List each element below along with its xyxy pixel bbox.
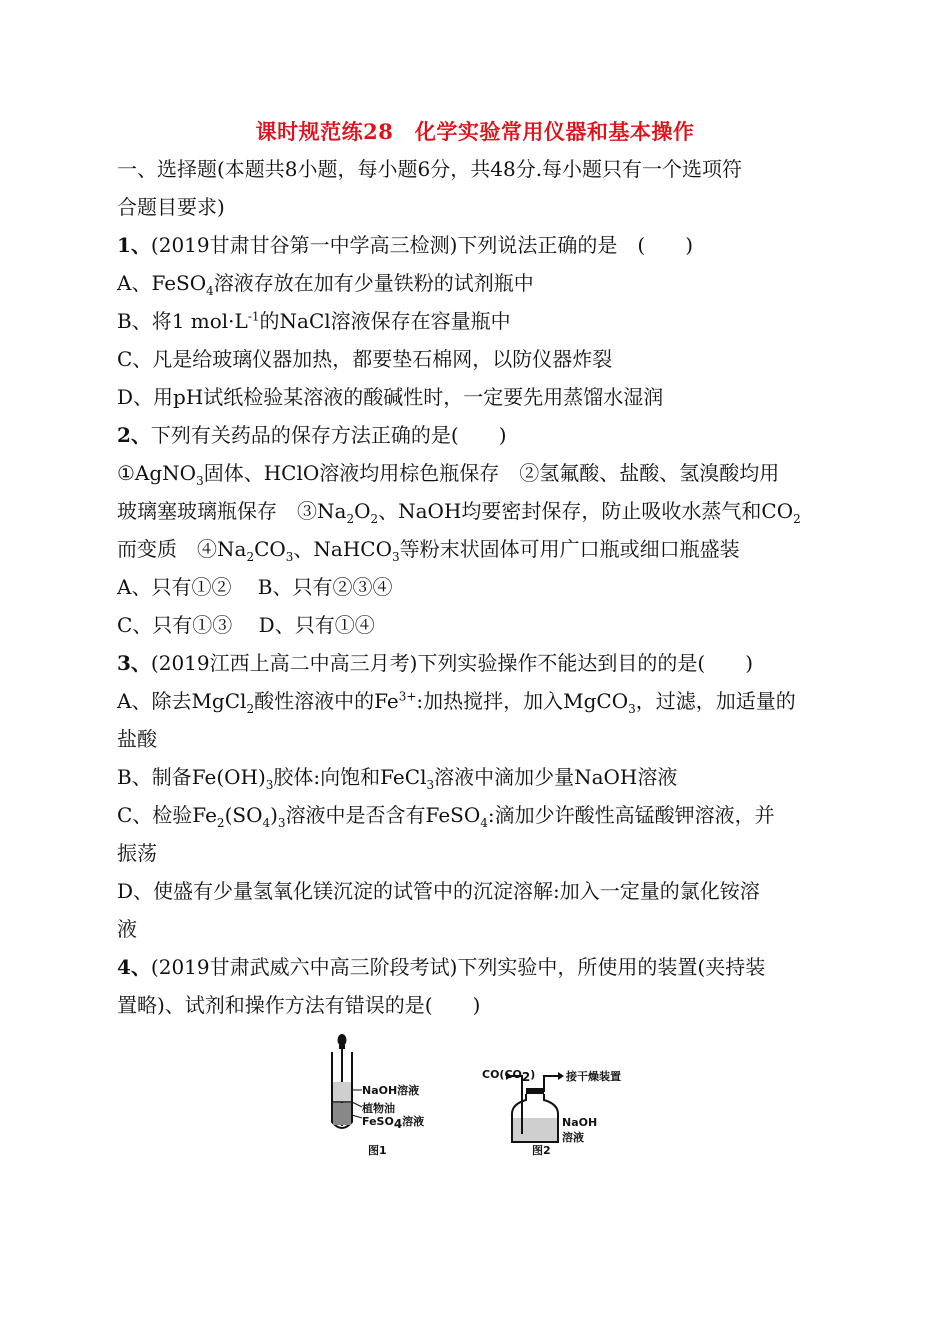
- leader-line: [352, 1115, 362, 1118]
- q2-options-cd: C、只有①③ D、只有①④: [117, 613, 375, 637]
- q2-statement-line2: 玻璃塞玻璃瓶保存 $③Na_2O_2$、NaOH均要密封保存，防止吸收水蒸气和$CO_2$: [117, 499, 801, 526]
- dropper-collar: [339, 1045, 345, 1049]
- label-vegetable-oil: 植物油: [362, 1102, 395, 1115]
- dropper-bulb: [338, 1034, 347, 1046]
- question-text: (2019江西上高二中高三月考)下列实验操作不能达到目的的是( ): [150, 651, 754, 675]
- question-3-stem: [117, 650, 837, 676]
- question-4-stem-line1: [117, 954, 837, 980]
- naoh-solution-layer: [333, 1082, 351, 1102]
- label-solution: 溶液: [562, 1131, 584, 1144]
- q1-option-a: A、FeSO$_4$溶液存放在加有少量铁粉的试剂瓶中: [117, 271, 534, 298]
- label-to-drying-device: 接干燥装置: [566, 1070, 621, 1083]
- section-intro-line1: 一、选择题(本题共8小题，每小题6分，共48分.每小题只有一个选项符: [117, 157, 743, 181]
- label-naoh-solution: NaOH溶液: [362, 1084, 420, 1097]
- q3-option-a-line1: A、除去MgCl$_2$酸性溶液中的$Fe^{3+}$:加热搅拌，加入MgCO$_3$，过滤，加适量的: [117, 689, 796, 716]
- question-number: 3、: [117, 651, 151, 675]
- outlet-tube: [544, 1076, 558, 1092]
- question-2-stem: [117, 422, 837, 448]
- q1-option-d: D、用pH试纸检验某溶液的酸碱性时，一定要先用蒸馏水湿润: [117, 385, 664, 409]
- q3-option-c-line2: 振荡: [117, 841, 157, 865]
- q3-option-c-line1: C、检验$Fe_2(SO_4)_3$溶液中是否含有FeSO$_4$:滴加少许酸性高锰酸钾溶液，并: [117, 803, 775, 830]
- q3-option-d-line2: 液: [117, 917, 137, 941]
- q2-options-ab: A、只有①② B、只有②③④: [117, 575, 393, 599]
- q3-option-d-line1: D、使盛有少量氢氧化镁沉淀的试管中的沉淀溶解:加入一定量的氯化铵溶: [117, 879, 760, 903]
- feso4-solution-layer: [333, 1103, 351, 1125]
- outlet-arrow: [558, 1072, 564, 1080]
- question-4-stem-line2: 置略)、试剂和操作方法有错误的是( ): [117, 993, 481, 1017]
- figure-1-caption: 图1: [368, 1144, 387, 1157]
- q3-option-b: B、制备$Fe(OH)_3$胶体:向饱和FeCl$_3$溶液中滴加少量NaOH溶液: [117, 765, 678, 792]
- question-text: 下列有关药品的保存方法正确的是( ): [150, 423, 507, 447]
- q2-statement-line3: 而变质 $④Na_2CO_3$、NaHCO$_3$等粉末状固体可用广口瓶或细口瓶盛装: [117, 537, 740, 564]
- figure-2: [482, 1030, 632, 1160]
- figure-2-caption: 图2: [532, 1144, 551, 1157]
- label-feso4-solution: FeSO$_4$溶液: [362, 1115, 425, 1132]
- q2-statement-line1: ①AgNO$_3$固体、HClO溶液均用棕色瓶保存 ②氢氟酸、盐酸、氢溴酸均用: [117, 461, 780, 488]
- bottle-stopper: [526, 1088, 544, 1094]
- page-title: 课时规范练28 化学实验常用仪器和基本操作: [255, 119, 695, 144]
- section-intro-line2: 合题目要求): [117, 195, 225, 219]
- q1-option-c: C、凡是给玻璃仪器加热，都要垫石棉网，以防仪器炸裂: [117, 347, 613, 371]
- question-1-stem: [117, 232, 837, 258]
- leader-line: [352, 1102, 362, 1107]
- gas-washing-bottle-diagram: [482, 1030, 632, 1160]
- naoh-solution-in-bottle: [513, 1118, 557, 1141]
- label-gas-inlet: $CO(CO_2)$: [482, 1068, 536, 1085]
- question-number: 2、: [117, 423, 151, 447]
- label-naoh: NaOH: [562, 1116, 598, 1129]
- q1-option-b: B、将1 $mol\cdot L^{-1}$的NaCl溶液保存在容量瓶中: [117, 309, 511, 333]
- question-text: (2019甘肃武威六中高三阶段考试)下列实验中，所使用的装置(夹持装: [150, 955, 766, 979]
- question-text: (2019甘肃甘谷第一中学高三检测)下列说法正确的是 ( ): [150, 233, 694, 257]
- question-number: 4、: [117, 955, 151, 979]
- q3-option-a-line2: 盐酸: [117, 727, 157, 751]
- question-number: 1、: [117, 233, 151, 257]
- figure-1: [318, 1030, 428, 1160]
